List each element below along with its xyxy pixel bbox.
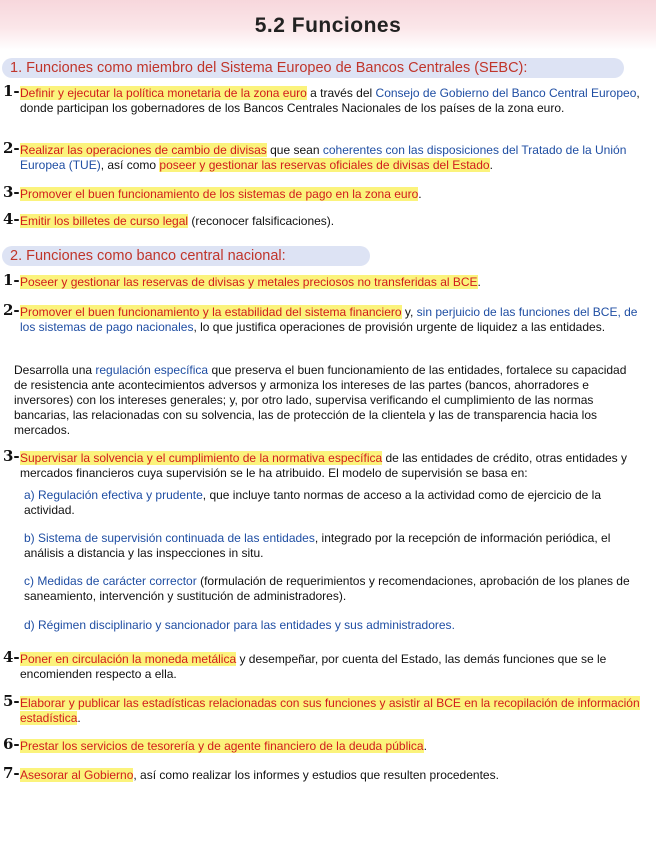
list-item bbox=[0, 764, 640, 783]
sub-item: b) Sistema de supervisión continuada de las entidades, integrado por la recepción de información periódica, el análisis a distancia y las inspecciones in situ. bbox=[24, 531, 611, 560]
item-number: 4- bbox=[3, 210, 20, 228]
item-text: Supervisar la solvencia y el cumplimiento de la normativa específica de las entidades de crédito, otras entidades y mercados financieros cuya supervisión se le ha atribuido. El modelo de supervisión se basa en: bbox=[20, 451, 627, 480]
item-number: 4- bbox=[3, 648, 20, 666]
sub-item: a) Regulación efectiva y prudente, que incluye tanto normas de acceso a la actividad como de ejercicio de la actividad. bbox=[24, 488, 602, 517]
item-number: 6- bbox=[3, 735, 20, 753]
item-number: 2- bbox=[3, 301, 20, 319]
item-text: Promover el buen funcionamiento de los sistemas de pago en la zona euro. bbox=[20, 187, 422, 201]
item-text: Realizar las operaciones de cambio de divisas que sean coherentes con las disposiciones del Tratado de la Unión Europea (TUE), así como poseer y gestionar las reservas oficiales de divisas del Estado. bbox=[20, 143, 627, 172]
list-item bbox=[0, 447, 640, 481]
list-item bbox=[0, 271, 640, 290]
list-item bbox=[0, 210, 640, 229]
list-item bbox=[0, 735, 640, 754]
sub-item: c) Medidas de carácter corrector (formulación de requerimientos y recomendaciones, aprobación de los planes de saneamiento, intervención y sustitución de administradores). bbox=[24, 574, 630, 603]
list-item bbox=[0, 301, 640, 335]
sub-item: d) Régimen disciplinario y sancionador para las entidades y sus administradores. bbox=[24, 618, 455, 632]
item-text: Asesorar al Gobierno, así como realizar los informes y estudios que resulten procedentes. bbox=[20, 768, 499, 782]
section-1-heading: 1. Funciones como miembro del Sistema Europeo de Bancos Centrales (SEBC): bbox=[2, 58, 624, 78]
section-2-heading: 2. Funciones como banco central nacional: bbox=[2, 246, 370, 266]
page-title: 5.2 Funciones bbox=[254, 14, 402, 37]
list-item bbox=[0, 183, 640, 202]
item-number: 5- bbox=[3, 692, 20, 710]
item-text: Elaborar y publicar las estadísticas relacionadas con sus funciones y asistir al BCE en la recopilación de información estadística. bbox=[20, 696, 640, 725]
item-number: 3- bbox=[3, 447, 20, 465]
item-number: 2- bbox=[3, 139, 20, 157]
paragraph: Desarrolla una regulación específica que preserva el buen funcionamiento de las entidades, fortalece su capacidad de resistencia ante acontecimientos adversos y armoniza los intereses de las partes (bancos, ahorradores e inversores) con los intereses generales; y, por otro lado, supervisa verificando el cumplimiento de las normas bancarias, las relacionadas con su solvencia, las de protección de la clientela y las de transparencia hacia los mercados. bbox=[14, 363, 627, 437]
item-text: Promover el buen funcionamiento y la estabilidad del sistema financiero y, sin perjuicio de las funciones del BCE, de los sistemas de pago nacionales, lo que justifica operaciones de provisión urgente de liquidez a las entidades. bbox=[20, 305, 638, 334]
list-item bbox=[0, 139, 640, 173]
item-number: 1- bbox=[3, 82, 20, 100]
list-item bbox=[0, 82, 640, 116]
item-text: Emitir los billetes de curso legal (reconocer falsificaciones). bbox=[20, 214, 335, 228]
item-number: 1- bbox=[3, 271, 20, 289]
list-item bbox=[0, 692, 640, 726]
item-number: 7- bbox=[3, 764, 20, 782]
item-text: Poner en circulación la moneda metálica y desempeñar, por cuenta del Estado, las demás funciones que se le encomienden respecto a ella. bbox=[20, 652, 607, 681]
item-number: 3- bbox=[3, 183, 20, 201]
item-text: Poseer y gestionar las reservas de divisas y metales preciosos no transferidas al BCE. bbox=[20, 275, 481, 289]
item-text: Definir y ejecutar la política monetaria de la zona euro a través del Consejo de Gobierno del Banco Central Europeo, donde participan los gobernadores de los Bancos Centrales Nacionales de los países de la zona euro. bbox=[20, 86, 640, 115]
list-item bbox=[0, 648, 640, 682]
item-text: Prestar los servicios de tesorería y de agente financiero de la deuda pública. bbox=[20, 739, 427, 753]
